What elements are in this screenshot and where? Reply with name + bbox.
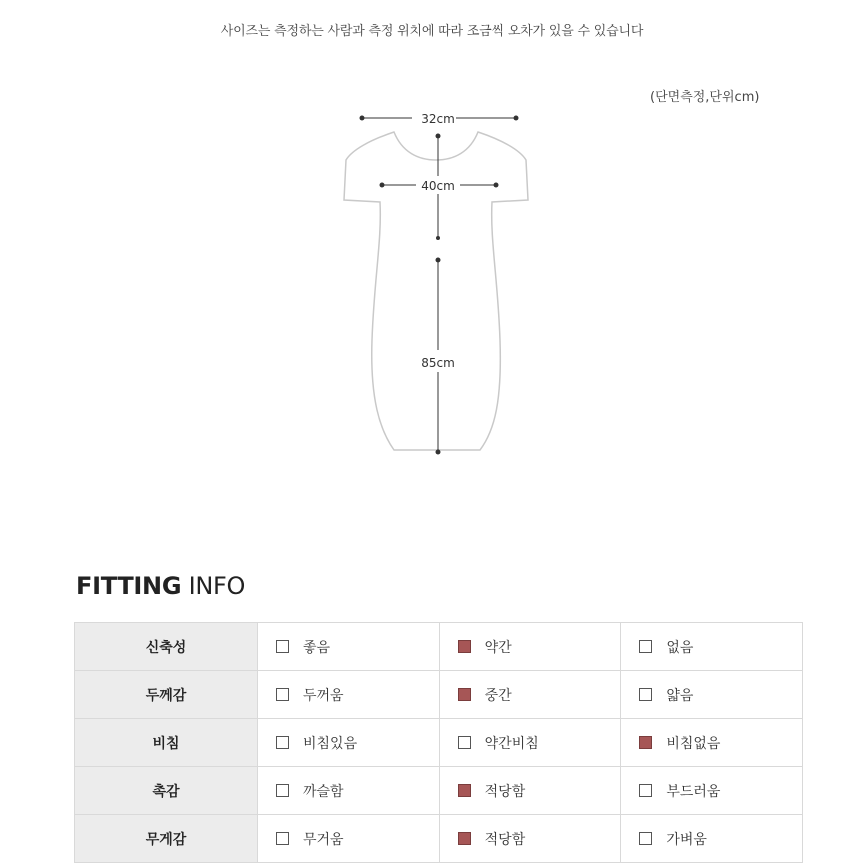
fitting-option[interactable] xyxy=(258,829,439,849)
checkbox-unchecked[interactable] xyxy=(276,736,289,749)
fitting-option-label: 얇음 xyxy=(666,687,694,704)
fitting-option-cell xyxy=(621,671,803,719)
checkbox-checked[interactable] xyxy=(639,736,652,749)
fitting-option[interactable] xyxy=(440,637,621,657)
fitting-option-cell xyxy=(258,815,440,863)
fitting-option[interactable] xyxy=(621,733,802,753)
checkbox-checked[interactable] xyxy=(458,688,471,701)
checkbox-unchecked[interactable] xyxy=(639,832,652,845)
fitting-option[interactable] xyxy=(440,685,621,705)
shoulder-label: 32cm xyxy=(421,112,455,126)
fitting-row-label: 두께감 xyxy=(75,671,258,719)
checkbox-unchecked[interactable] xyxy=(276,784,289,797)
fitting-option-cell xyxy=(621,815,803,863)
fitting-option-label: 가벼움 xyxy=(666,831,707,848)
fitting-option-label: 두꺼움 xyxy=(303,687,344,704)
fitting-row-label: 무게감 xyxy=(75,815,258,863)
fitting-option-cell xyxy=(439,623,621,671)
size-notice: 사이즈는 측정하는 사람과 측정 위치에 따라 조금씩 오차가 있을 수 있습니다 xyxy=(220,24,644,39)
checkbox-checked[interactable] xyxy=(458,640,471,653)
fitting-option[interactable] xyxy=(258,781,439,801)
checkbox-unchecked[interactable] xyxy=(639,640,652,653)
fitting-option[interactable] xyxy=(621,829,802,849)
fitting-option[interactable] xyxy=(258,733,439,753)
fitting-option-label: 약간 xyxy=(484,639,512,656)
checkbox-unchecked[interactable] xyxy=(276,832,289,845)
checkbox-unchecked[interactable] xyxy=(639,784,652,797)
fitting-info-title xyxy=(76,572,245,600)
fitting-option[interactable] xyxy=(440,829,621,849)
fitting-row-label: 비침 xyxy=(75,719,258,767)
checkbox-unchecked[interactable] xyxy=(276,640,289,653)
fitting-option-cell xyxy=(439,719,621,767)
fitting-option-label: 없음 xyxy=(666,639,694,656)
fitting-option[interactable] xyxy=(440,781,621,801)
chest-label: 40cm xyxy=(421,179,455,193)
checkbox-unchecked[interactable] xyxy=(639,688,652,701)
fitting-row xyxy=(75,815,803,863)
fitting-row xyxy=(75,671,803,719)
fitting-option-label: 적당함 xyxy=(484,831,526,848)
fitting-option-label: 비침없음 xyxy=(666,735,721,752)
fitting-option-label: 좋음 xyxy=(303,639,331,656)
fitting-option[interactable] xyxy=(258,637,439,657)
checkbox-unchecked[interactable] xyxy=(276,688,289,701)
fitting-row xyxy=(75,623,803,671)
fitting-option-cell xyxy=(258,719,440,767)
checkbox-checked[interactable] xyxy=(458,784,471,797)
fitting-option-cell xyxy=(439,815,621,863)
dress-outline-svg xyxy=(330,100,550,470)
fitting-option[interactable] xyxy=(621,781,802,801)
fitting-option-cell xyxy=(258,767,440,815)
checkbox-checked[interactable] xyxy=(458,832,471,845)
fitting-row-label: 촉감 xyxy=(75,767,258,815)
fitting-option-label: 무거움 xyxy=(303,831,344,848)
checkbox-unchecked[interactable] xyxy=(458,736,471,749)
fitting-row xyxy=(75,767,803,815)
fitting-title-light: INFO xyxy=(181,572,246,600)
fitting-option-label: 비침있음 xyxy=(303,735,358,752)
fitting-option-cell xyxy=(621,767,803,815)
fitting-row xyxy=(75,719,803,767)
fitting-option[interactable] xyxy=(621,685,802,705)
fitting-option-cell xyxy=(439,767,621,815)
fitting-option-cell xyxy=(439,671,621,719)
dress-diagram xyxy=(330,100,550,470)
unit-note: (단면측정,단위cm) xyxy=(650,90,760,105)
fitting-option-cell xyxy=(258,671,440,719)
fitting-option-label: 부드러움 xyxy=(666,783,721,800)
fitting-option-label: 적당함 xyxy=(484,783,526,800)
fitting-option[interactable] xyxy=(440,733,621,753)
fitting-option-cell xyxy=(621,719,803,767)
fitting-table xyxy=(74,622,803,863)
fitting-option[interactable] xyxy=(621,637,802,657)
fitting-option-cell xyxy=(258,623,440,671)
fitting-option[interactable] xyxy=(258,685,439,705)
fitting-title-bold: FITTING xyxy=(76,572,182,600)
length-label: 85cm xyxy=(421,356,455,370)
fitting-option-cell xyxy=(621,623,803,671)
fitting-option-label: 중간 xyxy=(484,687,512,704)
fitting-row-label: 신축성 xyxy=(75,623,258,671)
fitting-option-label: 약간비침 xyxy=(484,735,539,752)
fitting-option-label: 까슬함 xyxy=(303,783,344,800)
